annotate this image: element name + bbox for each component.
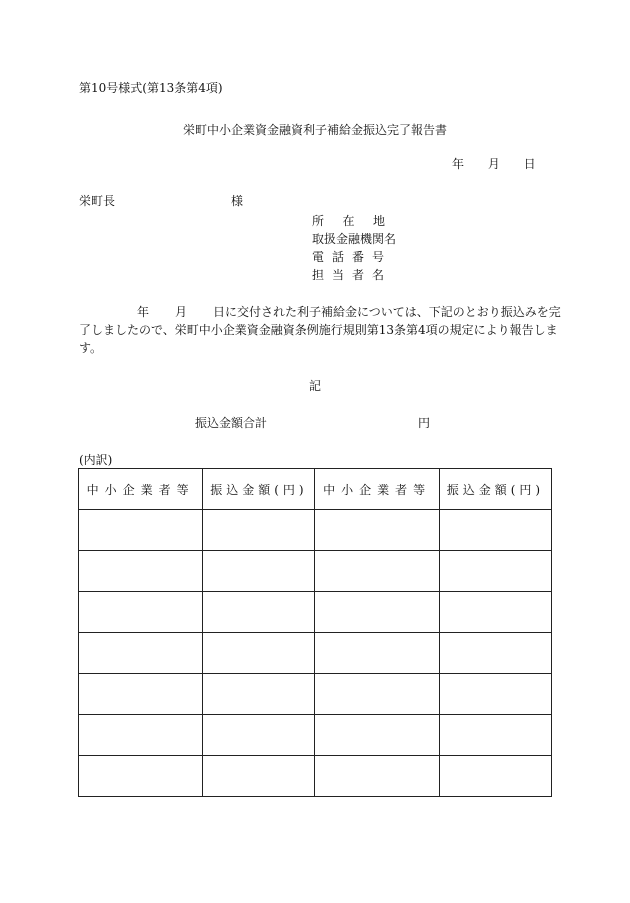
person-label: 担当者名 (312, 268, 393, 282)
header-company-1: 中小企業者等 (79, 469, 203, 510)
phone-label: 電話番号 (312, 250, 393, 264)
table-row (79, 674, 552, 715)
breakdown-table (78, 468, 552, 797)
table-cell[interactable] (315, 756, 439, 797)
table-cell[interactable] (79, 674, 203, 715)
table-cell[interactable] (315, 674, 439, 715)
table-cell[interactable] (315, 592, 439, 633)
table-cell[interactable] (203, 510, 315, 551)
table-cell[interactable] (79, 633, 203, 674)
table-cell[interactable] (439, 633, 551, 674)
table-row (79, 756, 552, 797)
table-cell[interactable] (439, 715, 551, 756)
table-cell[interactable] (439, 510, 551, 551)
table-cell[interactable] (315, 633, 439, 674)
location-label: 所在地 (312, 214, 404, 228)
header-company-2: 中小企業者等 (315, 469, 439, 510)
applicant-fields (312, 212, 404, 284)
body-month: 月 (175, 305, 188, 319)
header-amount-1: 振込金額(円) (203, 469, 315, 510)
table-cell[interactable] (203, 674, 315, 715)
body-year: 年 (137, 305, 150, 319)
bank-name-label: 取扱金融機関名 (312, 232, 397, 246)
table-cell[interactable] (439, 592, 551, 633)
table-cell[interactable] (439, 551, 551, 592)
ki-heading: 記 (308, 379, 321, 393)
form-number: 第10号様式(第13条第4項) (79, 81, 223, 95)
table-cell[interactable] (315, 551, 439, 592)
table-cell[interactable] (79, 592, 203, 633)
total-amount-unit: 円 (418, 416, 431, 430)
table-row (79, 592, 552, 633)
table-cell[interactable] (315, 510, 439, 551)
document-title: 栄町中小企業資金融資利子補給金振込完了報告書 (182, 123, 447, 137)
table-cell[interactable] (203, 756, 315, 797)
table-cell[interactable] (203, 715, 315, 756)
breakdown-label: (内訳) (79, 453, 113, 467)
table-row (79, 551, 552, 592)
table-cell[interactable] (79, 715, 203, 756)
table-cell[interactable] (439, 674, 551, 715)
body-paragraph (79, 303, 561, 357)
body-line3: す。 (79, 341, 103, 355)
table-cell[interactable] (315, 715, 439, 756)
table-body (79, 510, 552, 797)
table-cell[interactable] (439, 756, 551, 797)
header-amount-2: 振込金額(円) (439, 469, 551, 510)
table-row (79, 715, 552, 756)
table-cell[interactable] (203, 551, 315, 592)
body-line1: 日に交付された利子補給金については、下記のとおり振込みを完 (213, 305, 561, 319)
table-cell[interactable] (203, 592, 315, 633)
table-row (79, 633, 552, 674)
addressee: 栄町長 (79, 194, 116, 208)
table-cell[interactable] (203, 633, 315, 674)
table-row (79, 510, 552, 551)
table-cell[interactable] (79, 756, 203, 797)
body-line2: 了しましたので、栄町中小企業資金融資条例施行規則第13条第4項の規定により報告しま (79, 323, 558, 337)
table-header-row (79, 469, 552, 510)
honorific: 様 (231, 194, 244, 208)
total-amount-label: 振込金額合計 (195, 416, 268, 430)
date-line: 年 月 日 (452, 157, 536, 171)
table-cell[interactable] (79, 510, 203, 551)
table-cell[interactable] (79, 551, 203, 592)
